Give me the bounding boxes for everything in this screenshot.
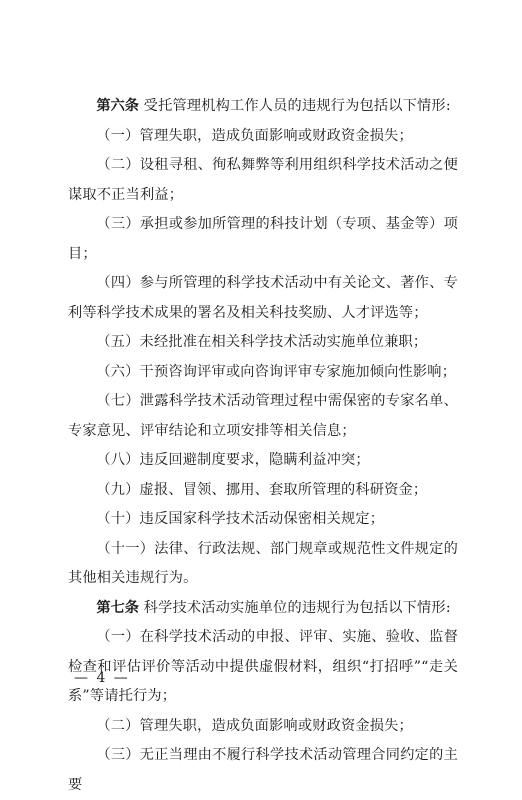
article-6-intro: 受托管理机构工作人员的违规行为包括以下情形: bbox=[138, 98, 451, 114]
article-6-item-4: （四）参与所管理的科学技术活动中有关论文、著作、专利等科学技术成果的署名及相关科技奖励、人才评选等； bbox=[68, 275, 458, 321]
article-6-title: 第六条 bbox=[96, 98, 139, 114]
page-number: — 4 — bbox=[74, 670, 130, 686]
article-6-item-3: （三）承担或参加所管理的科技计划（专项、基金等）项目； bbox=[68, 216, 458, 262]
article-6-item-9: （九）虚报、冒领、挪用、套取所管理的科研资金； bbox=[96, 481, 428, 498]
article-6-item-8: （八）违反回避制度要求，隐瞒利益冲突； bbox=[96, 452, 370, 468]
article-6-heading bbox=[68, 92, 458, 122]
article-6-item-6: （六）干预咨询评审或向咨询评审专家施加倾向性影响； bbox=[96, 363, 457, 380]
article-7-item-2: （二）管理失职，造成负面影响或财政资金损失； bbox=[96, 717, 413, 734]
article-7-intro: 科学技术活动实施单位的违规行为包括以下情形: bbox=[138, 599, 451, 616]
article-6-item-5: （五）未经批准在相关科学技术活动实施单位兼职； bbox=[96, 334, 428, 350]
article-7-title: 第七条 bbox=[96, 599, 139, 616]
article-6-item-10: （十）违反国家科学技术活动保密相关规定； bbox=[96, 511, 385, 527]
article-6-item-1: （一）管理失职，造成负面影响或财政资金损失； bbox=[96, 127, 413, 144]
article-6-item-7: （七）泄露科学技术活动管理过程中需保密的专家名单、专家意见、评审结论和立项安排等相关信息； bbox=[68, 393, 458, 439]
article-6-item-11: （十一）法律、行政法规、部门规章或规范性文件规定的其他相关违规行为。 bbox=[68, 540, 458, 586]
article-7-item-3: （三）无正当理由不履行科学技术活动管理合同约定的主要 bbox=[68, 747, 458, 793]
document-body bbox=[68, 92, 458, 800]
article-6-item-2: （二）设租寻租、徇私舞弊等利用组织科学技术活动之便谋取不正当利益； bbox=[68, 157, 458, 203]
article-7-heading bbox=[68, 594, 458, 624]
article-7-item-1: （一）在科学技术活动的申报、评审、实施、验收、监督检查和评估评价等活动中提供虚假材料，组织“打招呼”“走关系”等请托行为； bbox=[68, 629, 458, 704]
